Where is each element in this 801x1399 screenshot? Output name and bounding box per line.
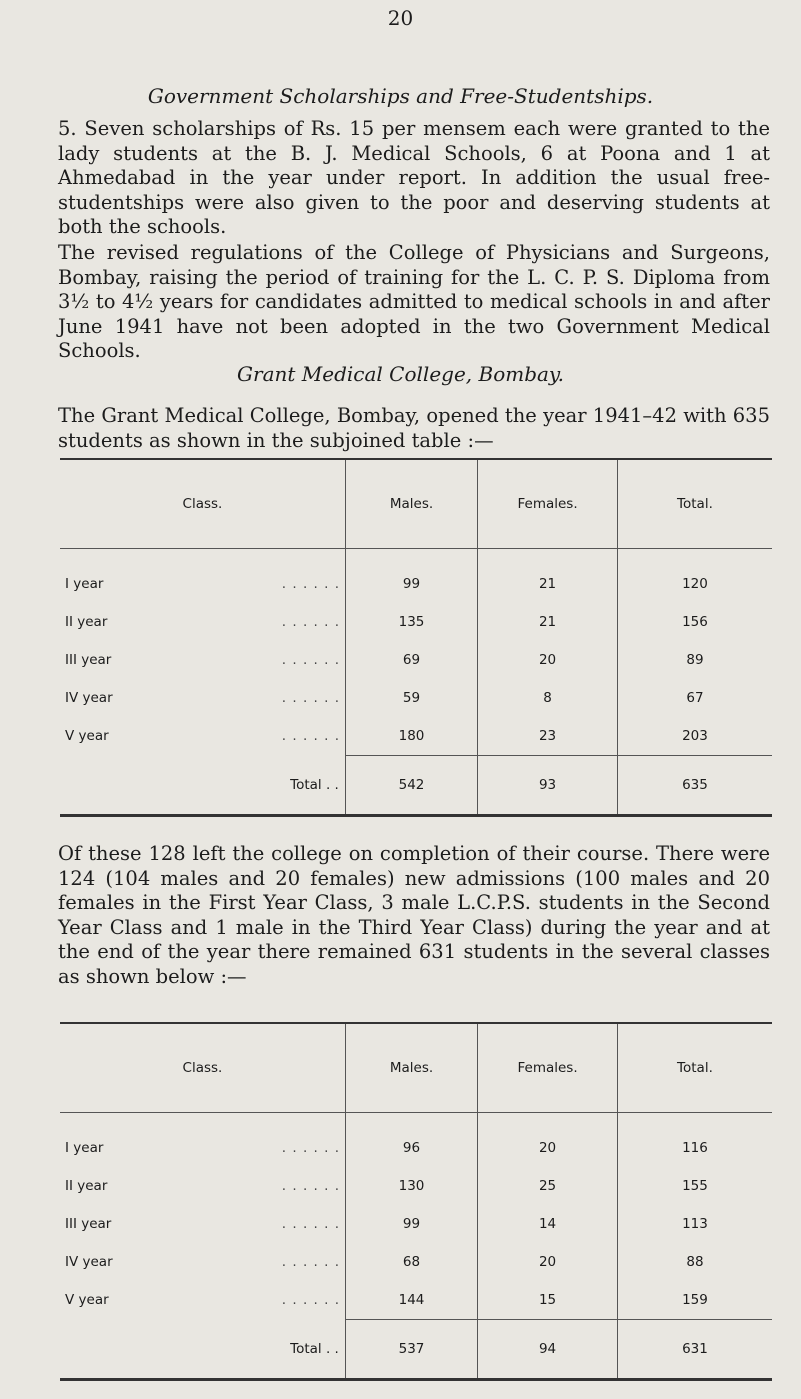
paragraph-regulations <box>58 241 770 364</box>
row-class: I year <box>65 576 104 592</box>
table-total-row <box>60 756 772 816</box>
cell-males: 180 <box>345 717 477 756</box>
header-females: Females. <box>478 459 618 549</box>
paragraph-opening-strength <box>58 404 770 453</box>
leader-dots: . . . . . . <box>281 728 340 745</box>
leader-dots: . . . . . . <box>281 1254 340 1270</box>
total-females: 94 <box>478 1320 618 1380</box>
paragraph-text: 5. Seven scholarships of Rs. 15 per mensem each were granted to the lady students at the B. J. Medical Schools, 6 at Poona and 1 at Ahmedabad in the year under report. In addition the usual free-studentships were also given to the poor and deserving students at both the schools. <box>58 117 770 239</box>
total-females: 93 <box>478 756 618 816</box>
row-class: V year <box>65 728 109 745</box>
row-class: II year <box>65 614 108 630</box>
cell-females: 14 <box>478 1205 618 1243</box>
row-class: I year <box>65 1140 104 1156</box>
cell-females: 21 <box>478 565 618 603</box>
table-row <box>60 1281 772 1320</box>
table-row <box>60 603 772 641</box>
total-males: 537 <box>345 1320 477 1380</box>
opening-enrolment-table <box>60 458 772 817</box>
table-row <box>60 1243 772 1281</box>
cell-total: 89 <box>617 641 772 679</box>
paragraph-closing-strength <box>58 842 770 990</box>
paragraph-text: The Grant Medical College, Bombay, opened the year 1941–42 with 635 students as shown in the subjoined table :— <box>58 404 770 452</box>
cell-males: 69 <box>345 641 477 679</box>
cell-females: 23 <box>478 717 618 756</box>
header-total: Total. <box>617 1023 772 1113</box>
table-row <box>60 565 772 603</box>
table-row <box>60 641 772 679</box>
table-row <box>60 1167 772 1205</box>
cell-females: 21 <box>478 603 618 641</box>
cell-total: 88 <box>617 1243 772 1281</box>
header-males: Males. <box>345 1023 477 1113</box>
row-class: IV year <box>65 1254 113 1270</box>
row-class: II year <box>65 1178 108 1194</box>
total-males: 542 <box>345 756 477 816</box>
cell-females: 20 <box>478 641 618 679</box>
total-total: 631 <box>617 1320 772 1380</box>
row-class: III year <box>65 1216 112 1232</box>
leader-dots: . . . . . . <box>281 1178 340 1194</box>
section-heading-scholarships: Government Scholarships and Free-Studentships. <box>147 84 654 108</box>
cell-females: 8 <box>478 679 618 717</box>
cell-females: 25 <box>478 1167 618 1205</box>
row-class: V year <box>65 1292 109 1309</box>
table-row <box>60 1205 772 1243</box>
cell-males: 135 <box>345 603 477 641</box>
cell-total: 156 <box>617 603 772 641</box>
section-heading-grant-medical-college: Grant Medical College, Bombay. <box>237 362 564 386</box>
leader-dots: . . . . . . <box>281 1292 340 1309</box>
leader-dots: . . . . . . <box>281 690 340 706</box>
cell-males: 68 <box>345 1243 477 1281</box>
table-row <box>60 679 772 717</box>
table-row <box>60 717 772 756</box>
paragraph-scholarships <box>58 117 770 240</box>
header-total: Total. <box>617 459 772 549</box>
table-header-row <box>60 459 772 549</box>
table-total-row <box>60 1320 772 1380</box>
cell-males: 99 <box>345 565 477 603</box>
cell-total: 203 <box>617 717 772 756</box>
cell-males: 99 <box>345 1205 477 1243</box>
cell-males: 96 <box>345 1129 477 1167</box>
header-class: Class. <box>60 1023 345 1113</box>
cell-total: 120 <box>617 565 772 603</box>
total-label: Total . . <box>60 756 345 816</box>
total-label: Total . . <box>60 1320 345 1380</box>
leader-dots: . . . . . . <box>281 1216 340 1232</box>
table-row <box>60 1129 772 1167</box>
leader-dots: . . . . . . <box>281 652 340 668</box>
leader-dots: . . . . . . <box>281 1140 340 1156</box>
leader-dots: . . . . . . <box>281 614 340 630</box>
cell-females: 20 <box>478 1129 618 1167</box>
closing-enrolment-table <box>60 1022 772 1381</box>
paragraph-text: The revised regulations of the College of Physicians and Surgeons, Bombay, raising the period of training for the L. C. P. S. Diploma from 3½ to 4½ years for candidates admitted to medical schools in and after June 1941 have not been adopted in the two Government Medical Schools. <box>58 241 770 363</box>
cell-males: 59 <box>345 679 477 717</box>
row-class: IV year <box>65 690 113 706</box>
header-class: Class. <box>60 459 345 549</box>
cell-total: 155 <box>617 1167 772 1205</box>
cell-males: 144 <box>345 1281 477 1320</box>
cell-females: 15 <box>478 1281 618 1320</box>
row-class: III year <box>65 652 112 668</box>
total-total: 635 <box>617 756 772 816</box>
cell-females: 20 <box>478 1243 618 1281</box>
header-females: Females. <box>478 1023 618 1113</box>
table-header-row <box>60 1023 772 1113</box>
cell-total: 113 <box>617 1205 772 1243</box>
leader-dots: . . . . . . <box>281 576 340 592</box>
cell-total: 116 <box>617 1129 772 1167</box>
cell-total: 67 <box>617 679 772 717</box>
header-males: Males. <box>345 459 477 549</box>
cell-total: 159 <box>617 1281 772 1320</box>
cell-males: 130 <box>345 1167 477 1205</box>
page-number: 20 <box>387 6 414 30</box>
paragraph-text: Of these 128 left the college on completion of their course. There were 124 (104 males and 20 females) new admissions (100 males and 20 females in the First Year Class, 3 male L.C.P.S. students in the Second Year Class and 1 male in the Third Year Class) during the year and at the end of the year there remained 631 students in the several classes as shown below :— <box>58 842 770 988</box>
